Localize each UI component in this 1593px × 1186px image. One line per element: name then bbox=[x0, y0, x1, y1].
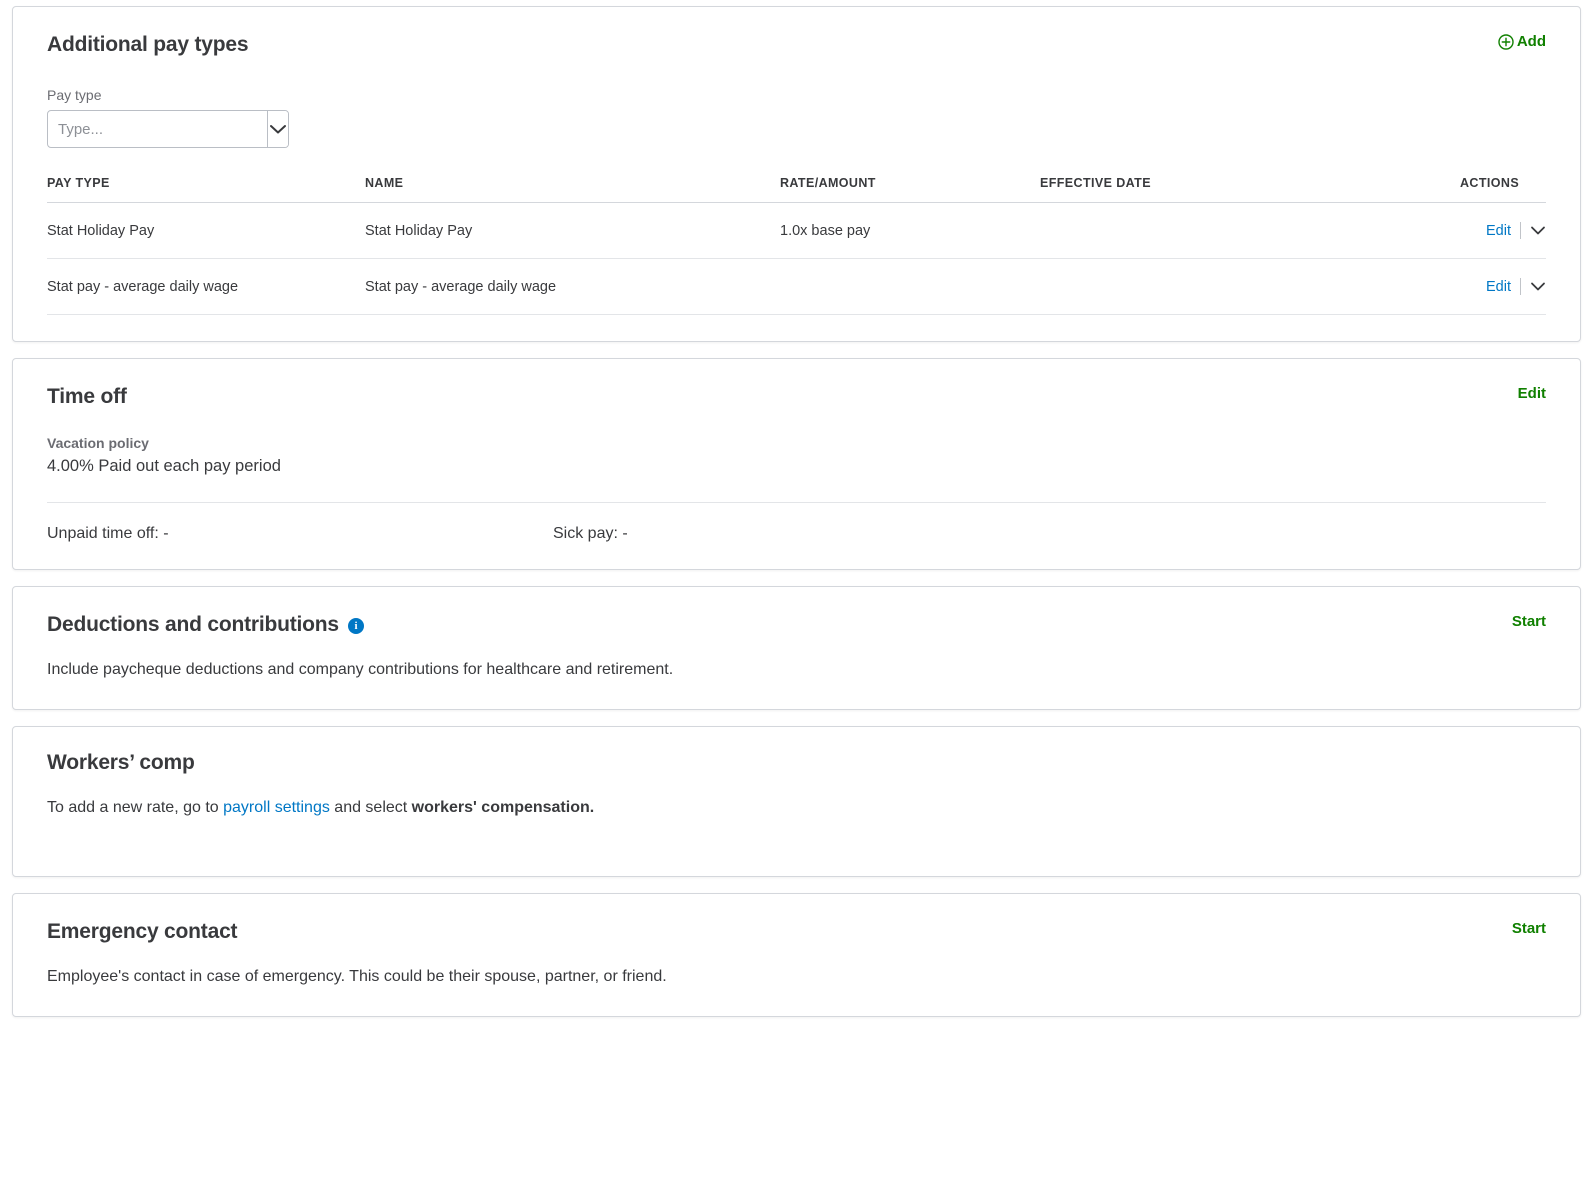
edit-link[interactable]: Edit bbox=[1486, 222, 1511, 239]
cell-effective-date bbox=[1040, 203, 1460, 259]
additional-pay-types-header bbox=[47, 7, 1546, 57]
cell-pay-type: Stat Holiday Pay bbox=[47, 203, 365, 259]
pay-type-input[interactable] bbox=[48, 111, 267, 147]
time-off-card bbox=[12, 358, 1581, 570]
emergency-contact-title: Emergency contact bbox=[47, 920, 238, 944]
time-off-title: Time off bbox=[47, 385, 127, 408]
workers-comp-bold-text: workers' compensation. bbox=[411, 798, 595, 816]
additional-pay-types-card bbox=[12, 6, 1581, 342]
time-off-title-wrap bbox=[47, 385, 127, 409]
workers-comp-text-before: To add a new rate, go to bbox=[47, 798, 224, 816]
row-actions bbox=[1486, 222, 1546, 239]
cell-effective-date bbox=[1040, 259, 1460, 315]
deductions-title: Deductions and contributions bbox=[47, 613, 339, 636]
workers-comp-card bbox=[12, 726, 1581, 878]
add-pay-type-label: Add bbox=[1516, 33, 1546, 50]
deductions-description: Include paycheque deductions and company contributions for healthcare and retirement. bbox=[47, 661, 674, 678]
time-off-edit-label: Edit bbox=[1517, 385, 1546, 402]
deductions-start-button[interactable] bbox=[1512, 613, 1546, 630]
emergency-contact-description: Employee's contact in case of emergency. This could be their spouse, partner, or friend. bbox=[47, 968, 667, 986]
column-header-actions: ACTIONS bbox=[1460, 176, 1546, 203]
time-off-header bbox=[47, 359, 1546, 409]
emergency-contact-title-wrap bbox=[47, 920, 237, 944]
deductions-card bbox=[12, 586, 1581, 710]
sick-pay-value: Sick pay: - bbox=[553, 525, 628, 542]
workers-comp-text-middle: and select bbox=[329, 798, 412, 816]
row-actions bbox=[1486, 278, 1546, 295]
table-row bbox=[47, 203, 1546, 259]
workers-comp-header bbox=[47, 727, 1546, 775]
pay-type-select[interactable] bbox=[47, 110, 289, 148]
workers-comp-title-wrap bbox=[47, 751, 195, 775]
deductions-start-label: Start bbox=[1511, 613, 1546, 630]
additional-pay-types-title: Additional pay types bbox=[47, 33, 249, 56]
row-menu-chevron-down-icon[interactable] bbox=[1530, 225, 1546, 236]
deductions-title-wrap bbox=[47, 613, 364, 637]
cell-name: Stat pay - average daily wage bbox=[365, 259, 780, 315]
table-header-row bbox=[47, 176, 1546, 203]
unpaid-time-off-value: Unpaid time off: - bbox=[47, 525, 169, 542]
emergency-contact-header bbox=[47, 894, 1546, 944]
workers-comp-description bbox=[47, 775, 1546, 877]
vacation-policy-value: 4.00% Paid out each pay period bbox=[47, 457, 281, 475]
time-off-summary bbox=[47, 503, 1546, 569]
action-divider bbox=[1520, 278, 1521, 295]
row-menu-chevron-down-icon[interactable] bbox=[1530, 281, 1546, 292]
edit-link[interactable]: Edit bbox=[1486, 278, 1511, 295]
column-header-name: NAME bbox=[365, 176, 780, 203]
column-header-pay-type: PAY TYPE bbox=[47, 176, 365, 203]
pay-types-table bbox=[47, 176, 1546, 315]
cell-name: Stat Holiday Pay bbox=[365, 203, 780, 259]
action-divider bbox=[1520, 222, 1521, 239]
chevron-down-icon[interactable] bbox=[267, 111, 288, 147]
column-header-effective-date: EFFECTIVE DATE bbox=[1040, 176, 1460, 203]
cell-rate-amount: 1.0x base pay bbox=[780, 203, 1040, 259]
column-header-rate-amount: RATE/AMOUNT bbox=[780, 176, 1040, 203]
plus-circle-icon bbox=[1498, 34, 1514, 50]
deductions-header bbox=[47, 587, 1546, 637]
time-off-edit-button[interactable] bbox=[1518, 385, 1546, 402]
cell-pay-type: Stat pay - average daily wage bbox=[47, 259, 365, 315]
add-pay-type-button[interactable] bbox=[1498, 33, 1546, 50]
emergency-contact-card bbox=[12, 893, 1581, 1017]
emergency-contact-start-label: Start bbox=[1511, 920, 1546, 938]
emergency-contact-start-button[interactable] bbox=[1512, 920, 1546, 937]
page-title bbox=[47, 33, 248, 57]
pay-type-label: Pay type bbox=[47, 87, 102, 103]
vacation-policy-label: Vacation policy bbox=[47, 435, 149, 451]
table-row bbox=[47, 259, 1546, 315]
info-icon[interactable]: i bbox=[348, 618, 364, 634]
pay-type-field bbox=[47, 87, 1546, 148]
cell-rate-amount bbox=[780, 259, 1040, 315]
workers-comp-title: Workers’ comp bbox=[47, 750, 195, 774]
payroll-settings-link[interactable]: payroll settings bbox=[223, 798, 330, 816]
